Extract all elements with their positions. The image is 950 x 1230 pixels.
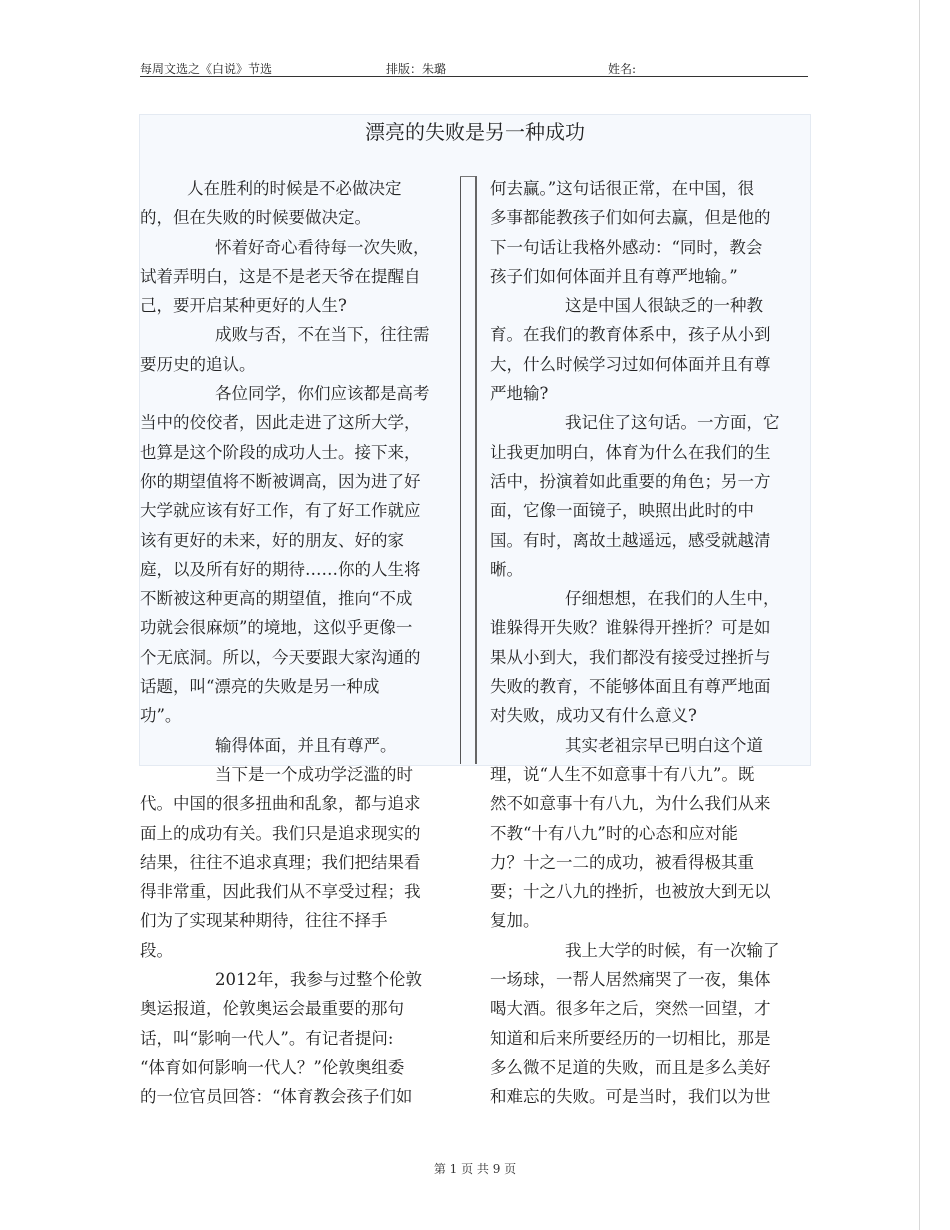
text-line: 庭，以及所有好的期待……你的人生将 — [140, 559, 421, 579]
text-line: 当中的佼佼者，因此走进了这所大学， — [140, 413, 421, 433]
text-line: 要历史的追认。 — [140, 354, 256, 374]
text-line: 知道和后来所要经历的一切相比，那是 — [490, 1028, 771, 1048]
text-line: 何去赢。”这句话很正常，在中国，很 — [490, 179, 755, 198]
text-line: 人在胜利的时候是不必做决定 — [187, 179, 402, 198]
text-line: 其实老祖宗早已明白这个道 — [565, 735, 763, 755]
text-line: 也算是这个阶段的成功人士。接下来， — [140, 442, 421, 462]
text-line: 严地输? — [490, 384, 549, 404]
text-line: 己，要开启某种更好的人生? — [140, 296, 347, 316]
article-title: 漂亮的失败是另一种成功 — [365, 120, 585, 144]
text-line: 让我更加明白，体育为什么在我们的生 — [490, 442, 771, 462]
text-line: 面上的成功有关。我们只是追求现实的 — [140, 823, 421, 843]
text-line: 话，叫“影响一代人”。有记者提问: — [140, 1028, 394, 1048]
article-column-right — [490, 174, 794, 1112]
text-line: 谁躲得开失败？谁躲得开挫折？可是如 — [490, 618, 771, 638]
text-line: 不断被这种更高的期望值，推向“不成 — [140, 589, 413, 609]
column-divider-thick — [475, 176, 477, 764]
text-line: 孩子们如何体面并且有尊严地输。” — [490, 266, 738, 286]
text-line: 当下是一个成功学泛滥的时 — [215, 764, 413, 784]
text-line: 功”。 — [140, 706, 182, 726]
text-line: 喝大酒。很多年之后，突然一回望，才 — [490, 999, 771, 1019]
text-line: 和难忘的失败。可是当时，我们以为世 — [490, 1087, 771, 1107]
header-name-field: 姓名: — [608, 62, 637, 76]
text-line: 段。 — [140, 940, 173, 960]
text-line: 仔细想想，在我们的人生中， — [565, 589, 780, 609]
text-line: 一场球，一帮人居然痛哭了一夜，集体 — [490, 970, 771, 990]
text-line: 结果，往往不追求真理；我们把结果看 — [140, 852, 421, 872]
text-line: 力？十之一二的成功，被看得极其重 — [490, 852, 754, 872]
text-line: 国。有时，离故土越遥远，感受就越清 — [490, 530, 771, 550]
page-header — [140, 58, 808, 77]
article-column-left — [140, 174, 440, 1112]
text-line: 育。在我们的教育体系中，孩子从小到 — [490, 325, 771, 345]
text-line: 得非常重，因此我们从不享受过程；我 — [140, 882, 421, 902]
text-line: 成败与否，不在当下，往往需 — [215, 325, 430, 345]
text-line: 个无底洞。所以，今天要跟大家沟通的 — [140, 647, 421, 667]
text-line: 该有更好的未来，好的朋友、好的家 — [140, 530, 404, 550]
header-source: 每周文选之《白说》节选 — [140, 62, 273, 76]
text-line: 功就会很麻烦”的境地，这似乎更像一 — [140, 618, 413, 638]
text-line: 2012年，我参与过整个伦敦 — [215, 970, 422, 990]
text-line: 的，但在失败的时候要做决定。 — [140, 208, 371, 228]
text-line: 大学就应该有好工作，有了好工作就应 — [140, 501, 421, 521]
text-line: 怀着好奇心看待每一次失败， — [215, 237, 430, 257]
text-line: 然不如意事十有八九，为什么我们从来 — [490, 794, 771, 814]
text-line: 多么微不足道的失败，而且是多么美好 — [490, 1057, 771, 1077]
text-line: 要；十之八九的挫折，也被放大到无以 — [490, 882, 771, 902]
text-line: 果从小到大，我们都没有接受过挫折与 — [490, 647, 771, 667]
column-divider-cap — [460, 176, 475, 177]
text-line: 奥运报道，伦敦奥运会最重要的那句 — [140, 999, 404, 1019]
column-divider-thin — [460, 176, 461, 764]
text-line: 试着弄明白，这是不是老天爷在提醒自 — [140, 266, 421, 286]
page-edge-divider — [919, 0, 920, 1230]
text-line: 面，它像一面镜子，映照出此时的中 — [490, 501, 754, 521]
text-line: 理，说“人生不如意事十有八九”。既 — [490, 764, 755, 784]
page-number: 第 1 页 共 9 页 — [433, 1162, 517, 1176]
text-line: 的一位官员回答：“体育教会孩子们如 — [140, 1087, 413, 1107]
text-line: 话题，叫“漂亮的失败是另一种成 — [140, 677, 380, 697]
text-line: 这是中国人很缺乏的一种教 — [565, 296, 763, 316]
text-line: 输得体面，并且有尊严。 — [215, 735, 397, 755]
text-line: 我记住了这句话。一方面，它 — [565, 413, 780, 433]
text-line: 你的期望值将不断被调高，因为进了好 — [140, 471, 421, 491]
header-layout-credit: 排版：朱璐 — [386, 62, 447, 76]
text-line: 不教“十有八九”时的心态和应对能 — [490, 823, 738, 843]
text-line: 们为了实现某种期待，往往不择手 — [140, 911, 388, 931]
text-line: 对失败，成功又有什么意义? — [490, 706, 697, 726]
text-line: 复加。 — [490, 911, 540, 931]
text-line: 晰。 — [490, 559, 523, 579]
text-line: 活中，扮演着如此重要的角色；另一方 — [490, 471, 771, 491]
text-line: 大，什么时候学习过如何体面并且有尊 — [490, 354, 771, 374]
text-line: 各位同学，你们应该都是高考 — [215, 384, 430, 404]
text-line: “体育如何影响一代人？”伦敦奥组委 — [140, 1057, 405, 1077]
text-line: 下一句话让我格外感动：“同时，教会 — [490, 237, 763, 257]
text-line: 失败的教育，不能够体面且有尊严地面 — [490, 677, 771, 697]
text-line: 代。中国的很多扭曲和乱象，都与追求 — [140, 794, 421, 814]
text-line: 多事都能教孩子们如何去赢，但是他的 — [490, 208, 771, 228]
text-line: 我上大学的时候，有一次输了 — [565, 940, 780, 960]
